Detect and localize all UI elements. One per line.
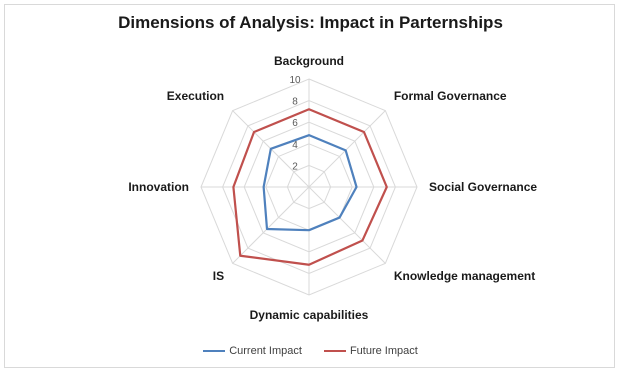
- legend-label: Current Impact: [229, 345, 302, 357]
- tick-label: 8: [292, 96, 298, 108]
- axis-label: Formal Governance: [393, 89, 507, 104]
- tick-label: 4: [292, 139, 298, 151]
- axis-label: IS: [212, 268, 225, 283]
- tick-label: 6: [292, 118, 298, 130]
- legend-item: [324, 345, 418, 357]
- radar-labels: [128, 54, 537, 322]
- legend-item: [203, 345, 302, 357]
- tick-label: 2: [292, 161, 298, 173]
- axis-label: Innovation: [128, 180, 189, 194]
- legend-label: Future Impact: [349, 345, 418, 357]
- tick-label: 10: [289, 75, 301, 86]
- chart-title: Dimensions of Analysis: Impact in Parternships: [118, 13, 503, 32]
- axis-label: Knowledge management: [393, 268, 536, 283]
- axis-label: Execution: [166, 89, 225, 104]
- legend: [0, 345, 621, 357]
- legend-swatch: [324, 350, 346, 352]
- axis-label: Background: [273, 54, 345, 68]
- legend-swatch: [203, 350, 225, 352]
- axis-label: Social Governance: [429, 180, 538, 194]
- axis-label: Dynamic capabilities: [249, 308, 369, 322]
